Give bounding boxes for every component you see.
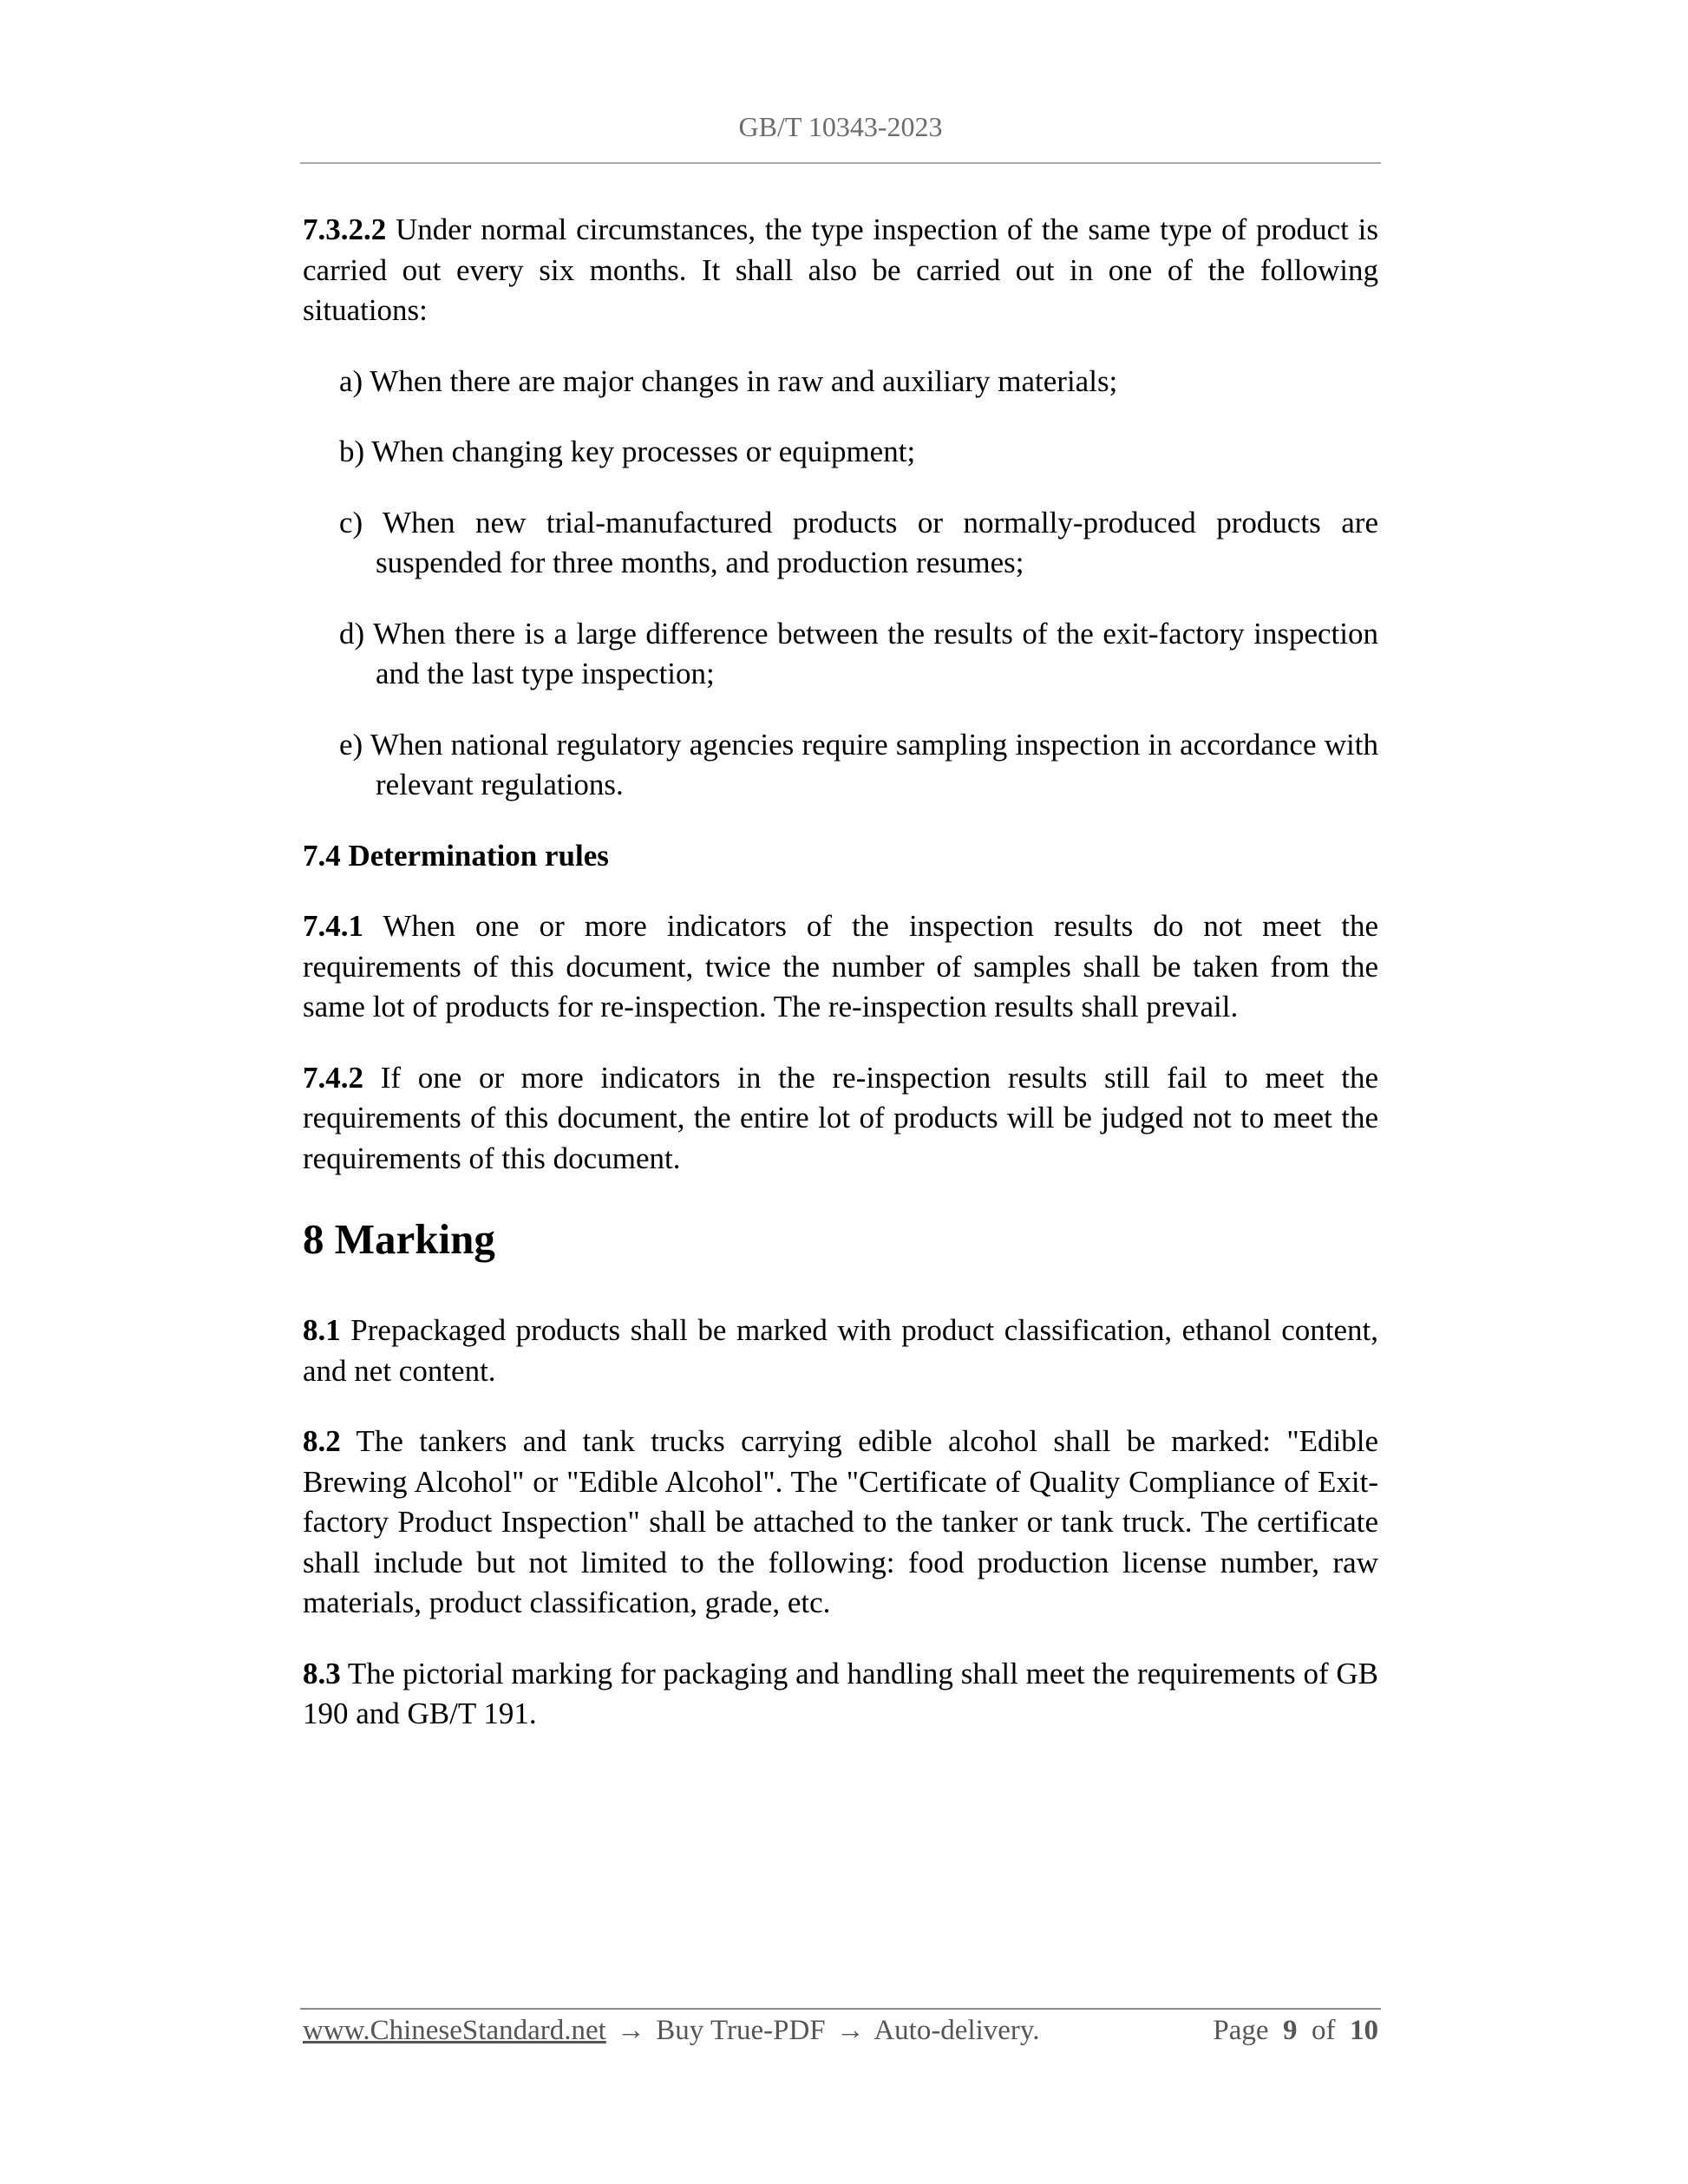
clause-number: 8.1	[303, 1313, 341, 1347]
clause-text: Prepackaged products shall be marked with product classification, ethanol content, and net content.	[303, 1313, 1378, 1388]
clause-8-1	[303, 1311, 1378, 1391]
page-total: 10	[1350, 2015, 1378, 2046]
clause-text: If one or more indicators in the re-inspection results still fail to meet the requirements of this document, the entire lot of products will be judged not to meet the requirements of this document.	[303, 1060, 1378, 1175]
clause-text: The pictorial marking for packaging and handling shall meet the requirements of GB 190 and GB/T 191.	[303, 1656, 1378, 1730]
list-item-c: c) When new trial-manufactured products or normally-produced products are suspended for three months, and production resumes;	[339, 505, 1378, 579]
page-number: 9	[1283, 2015, 1298, 2046]
page-indicator	[1213, 2011, 1378, 2050]
website-link[interactable]: www.ChineseStandard.net	[303, 2015, 606, 2046]
heading-7-4: 7.4 Determination rules	[303, 838, 609, 873]
footer-divider	[300, 2008, 1381, 2010]
page-body	[303, 210, 1378, 1765]
arrow-right-icon: →	[835, 2015, 865, 2046]
document-id: GB/T 10343-2023	[738, 111, 943, 142]
clause-7-4-1	[303, 906, 1378, 1028]
clause-7-3-2-2	[303, 210, 1378, 331]
clause-number: 7.4.1	[303, 909, 363, 943]
clause-8-3	[303, 1654, 1378, 1735]
clause-8-2	[303, 1422, 1378, 1624]
page-header	[300, 108, 1381, 146]
clause-number: 7.4.2	[303, 1060, 363, 1095]
of-label: of	[1312, 2015, 1336, 2046]
clause-7-4-2	[303, 1058, 1378, 1180]
clause-number: 7.3.2.2	[303, 213, 387, 246]
header-divider	[300, 162, 1381, 164]
list-item-a: a) When there are major changes in raw and auxiliary materials;	[339, 363, 1118, 398]
arrow-right-icon: →	[617, 2015, 646, 2046]
clause-text: When one or more indicators of the inspection results do not meet the requirements of this document, twice the number of samples shall be taken from the same lot of products for re-inspection. The re-inspection results shall prevail.	[303, 909, 1378, 1023]
list-item-e: e) When national regulatory agencies require sampling inspection in accordance with relevant regulations.	[339, 727, 1378, 801]
clause-number: 8.3	[303, 1656, 341, 1690]
list-item-b: b) When changing key processes or equipment;	[339, 435, 916, 468]
list-item-d: d) When there is a large difference between the results of the exit-factory inspection and the last type inspection;	[339, 616, 1378, 690]
clause-text: Under normal circumstances, the type inspection of the same type of product is carried out every six months. It shall also be carried out in one of the following situations:	[303, 213, 1378, 327]
section-8-title: 8 Marking	[303, 1215, 495, 1263]
buy-pdf-text: Buy True-PDF	[656, 2015, 826, 2046]
clause-text: The tankers and tank trucks carrying edible alcohol shall be marked: "Edible Brewing Alcohol" or "Edible Alcohol". The "Certificate of Quality Compliance of Exit-factory Product Inspection" shall be attached to the tanker or tank truck. The certificate shall include but not limited to the following: food production license number, raw materials, product classification, grade, etc.	[303, 1424, 1378, 1619]
auto-delivery-text: Auto-delivery.	[873, 2015, 1040, 2046]
clause-number: 8.2	[303, 1424, 341, 1458]
footer-links	[303, 2011, 1040, 2050]
page-label: Page	[1213, 2015, 1269, 2046]
